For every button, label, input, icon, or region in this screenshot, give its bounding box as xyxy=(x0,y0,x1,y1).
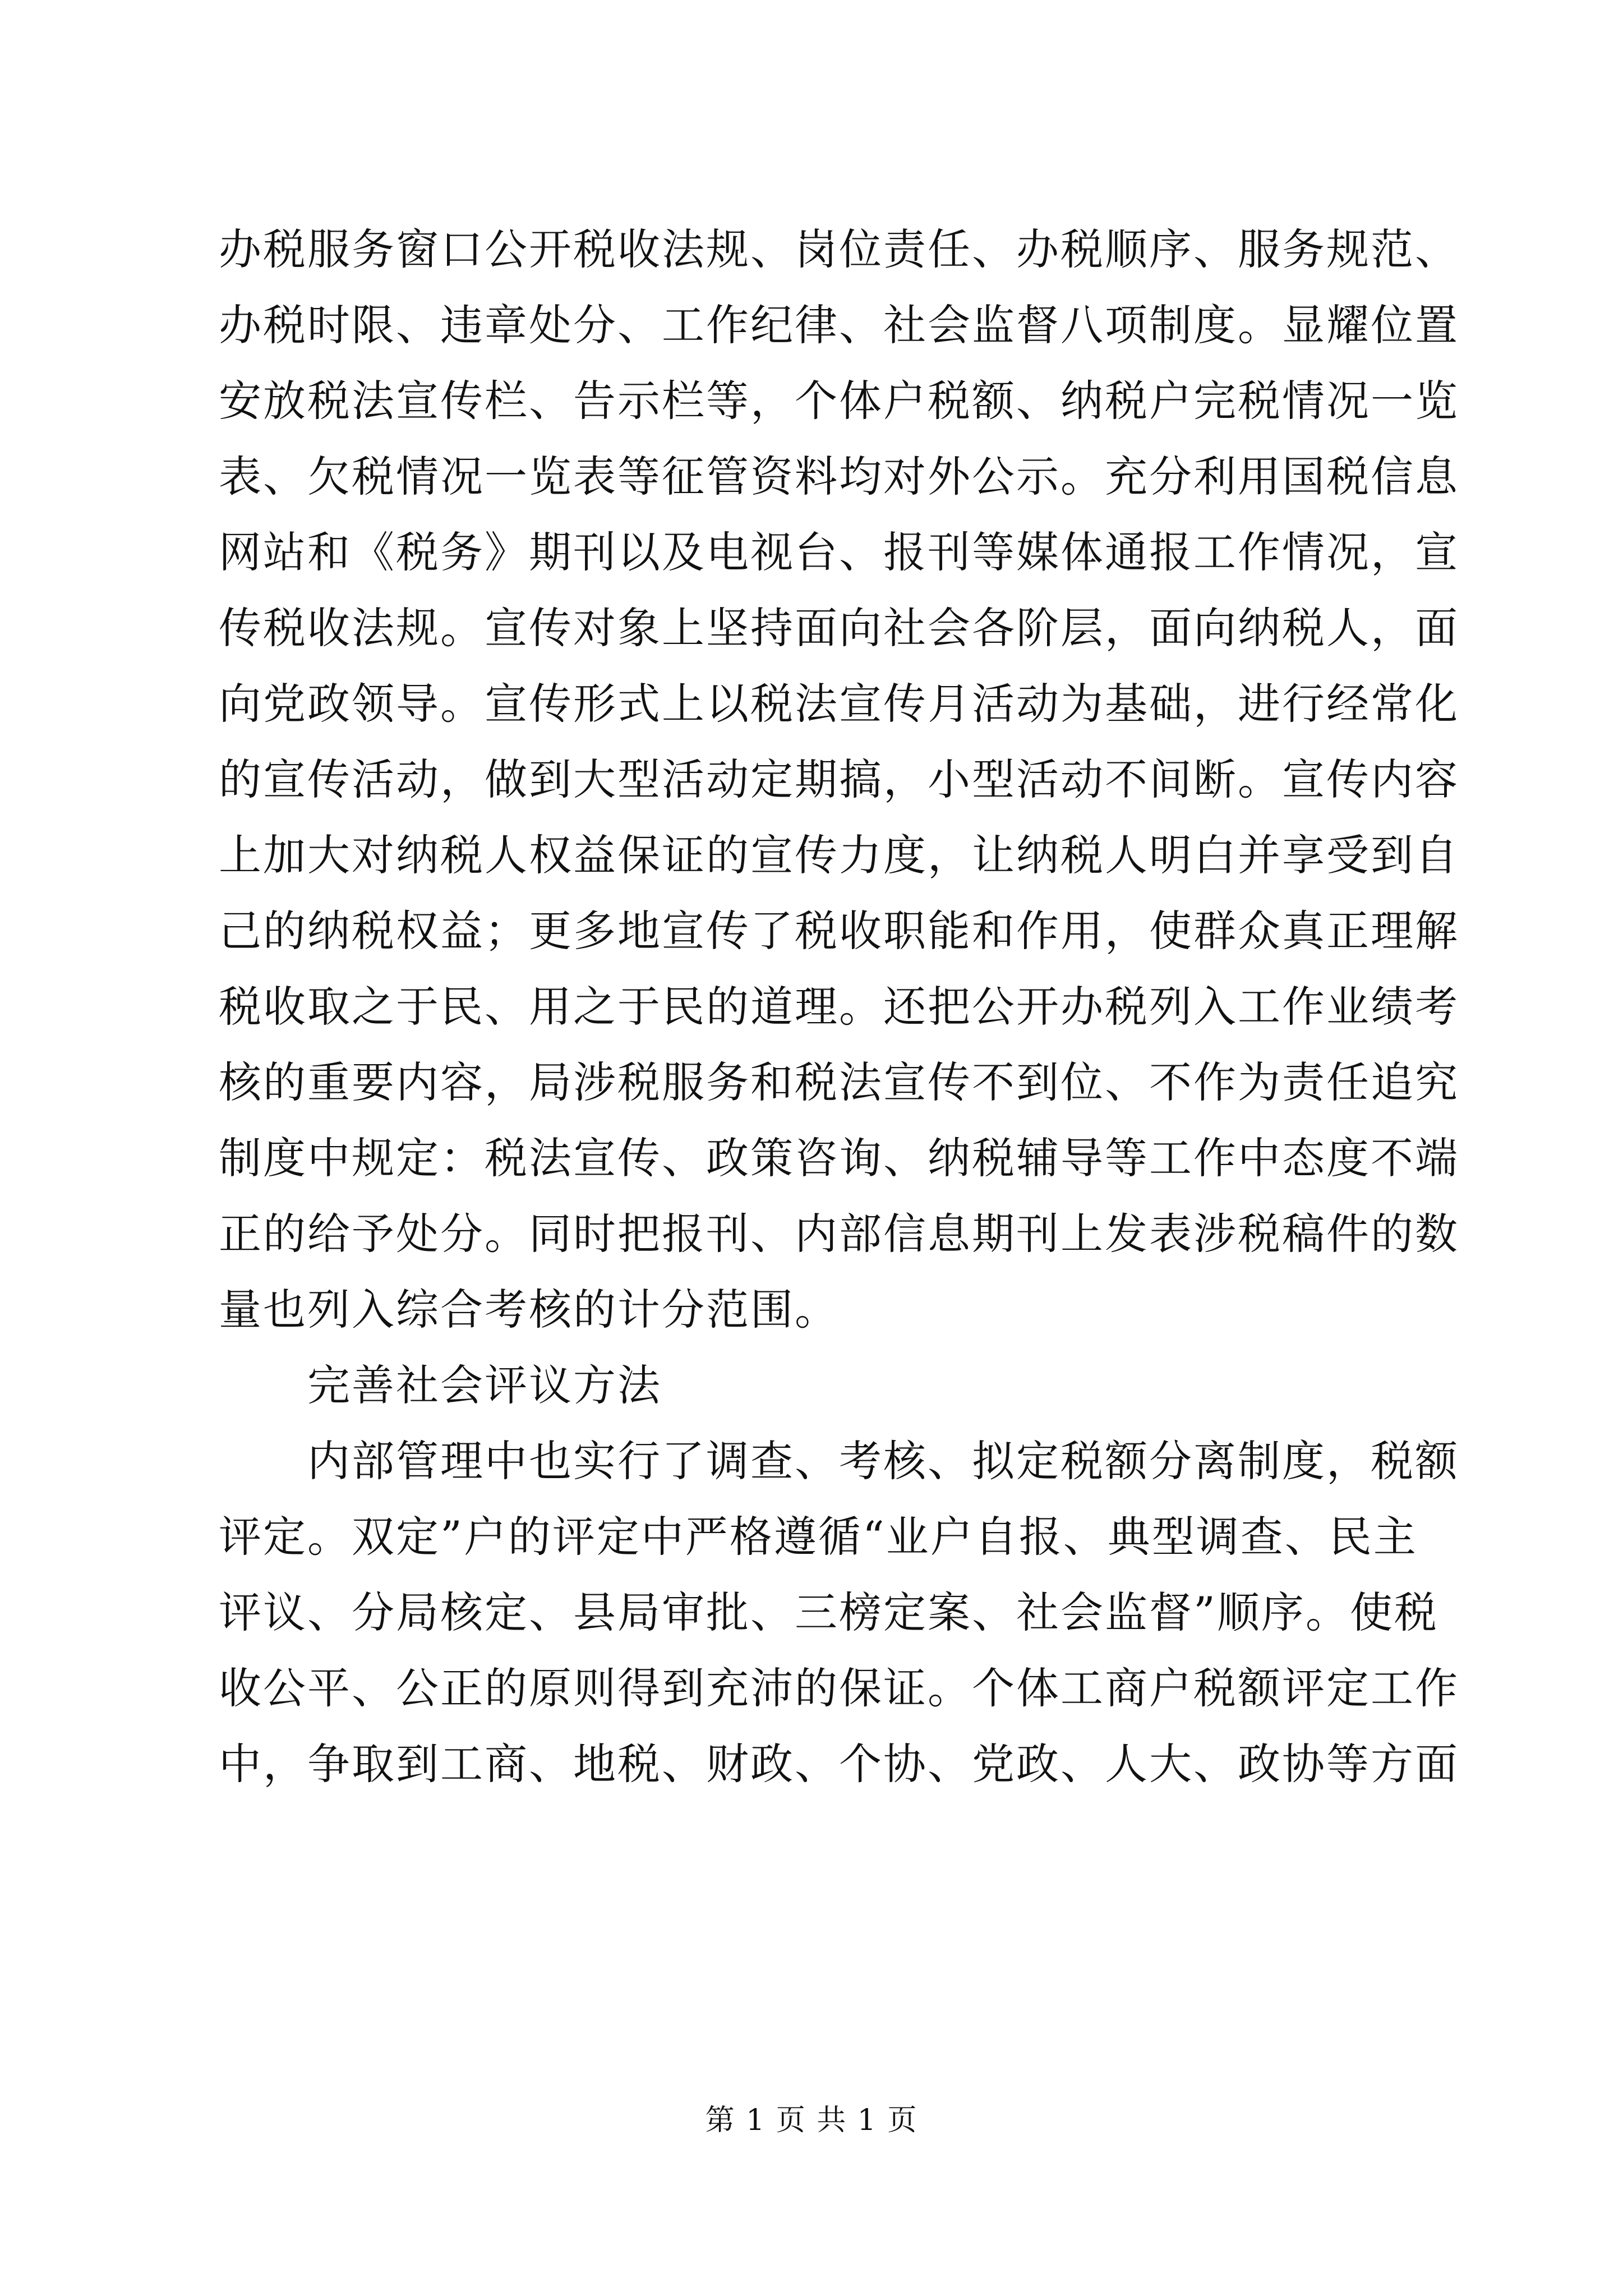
paragraph2-line-1: 内部管理中也实行了调查、考核、拟定税额分离制度，税额 xyxy=(307,1436,1459,1486)
paragraph2-line-2: 评定。双定”户的评定中严格遵循“业户自报、典型调查、民主 xyxy=(219,1512,1418,1562)
paragraph2-line-3: 评议、分局核定、县局审批、三榜定案、社会监督”顺序。使税 xyxy=(219,1588,1438,1637)
section-heading: 完善社会评议方法 xyxy=(307,1360,662,1410)
paragraph1-line-6: 传税收法规。宣传对象上坚持面向社会各阶层，面向纳税人，面 xyxy=(219,603,1459,653)
paragraph1-line-13: 制度中规定：税法宣传、政策咨询、纳税辅导等工作中态度不端 xyxy=(219,1133,1459,1183)
paragraph1-line-1: 办税服务窗口公开税收法规、岗位责任、办税顺序、服务规范、 xyxy=(219,224,1459,274)
paragraph2-line-5: 中，争取到工商、地税、财政、个协、党政、人大、政协等方面 xyxy=(219,1739,1459,1789)
paragraph1-line-15: 量也列入综合考核的计分范围。 xyxy=(219,1285,839,1335)
paragraph1-line-8: 的宣传活动，做到大型活动定期搞，小型活动不间断。宣传内容 xyxy=(219,754,1459,804)
paragraph1-line-12: 核的重要内容，局涉税服务和税法宣传不到位、不作为责任追究 xyxy=(219,1057,1459,1107)
paragraph1-line-3: 安放税法宣传栏、告示栏等，个体户税额、纳税户完税情况一览 xyxy=(219,376,1459,426)
page-number-footer: 第 1 页 共 1 页 xyxy=(705,2104,918,2137)
paragraph1-line-10: 己的纳税权益；更多地宣传了税收职能和作用，使群众真正理解 xyxy=(219,906,1459,956)
paragraph1-line-9: 上加大对纳税人权益保证的宣传力度，让纳税人明白并享受到自 xyxy=(219,830,1459,880)
paragraph1-line-5: 网站和《税务》期刊以及电视台、报刊等媒体通报工作情况，宣 xyxy=(219,527,1459,577)
paragraph1-line-14: 正的给予处分。同时把报刊、内部信息期刊上发表涉税稿件的数 xyxy=(219,1209,1459,1259)
paragraph2-line-4: 收公平、公正的原则得到充沛的保证。个体工商户税额评定工作 xyxy=(219,1663,1459,1713)
paragraph1-line-7: 向党政领导。宣传形式上以税法宣传月活动为基础，进行经常化 xyxy=(219,679,1459,729)
paragraph1-line-11: 税收取之于民、用之于民的道理。还把公开办税列入工作业绩考 xyxy=(219,982,1459,1032)
paragraph1-line-2: 办税时限、违章处分、工作纪律、社会监督八项制度。显耀位置 xyxy=(219,300,1459,350)
paragraph1-line-4: 表、欠税情况一览表等征管资料均对外公示。充分利用国税信息 xyxy=(219,452,1459,501)
